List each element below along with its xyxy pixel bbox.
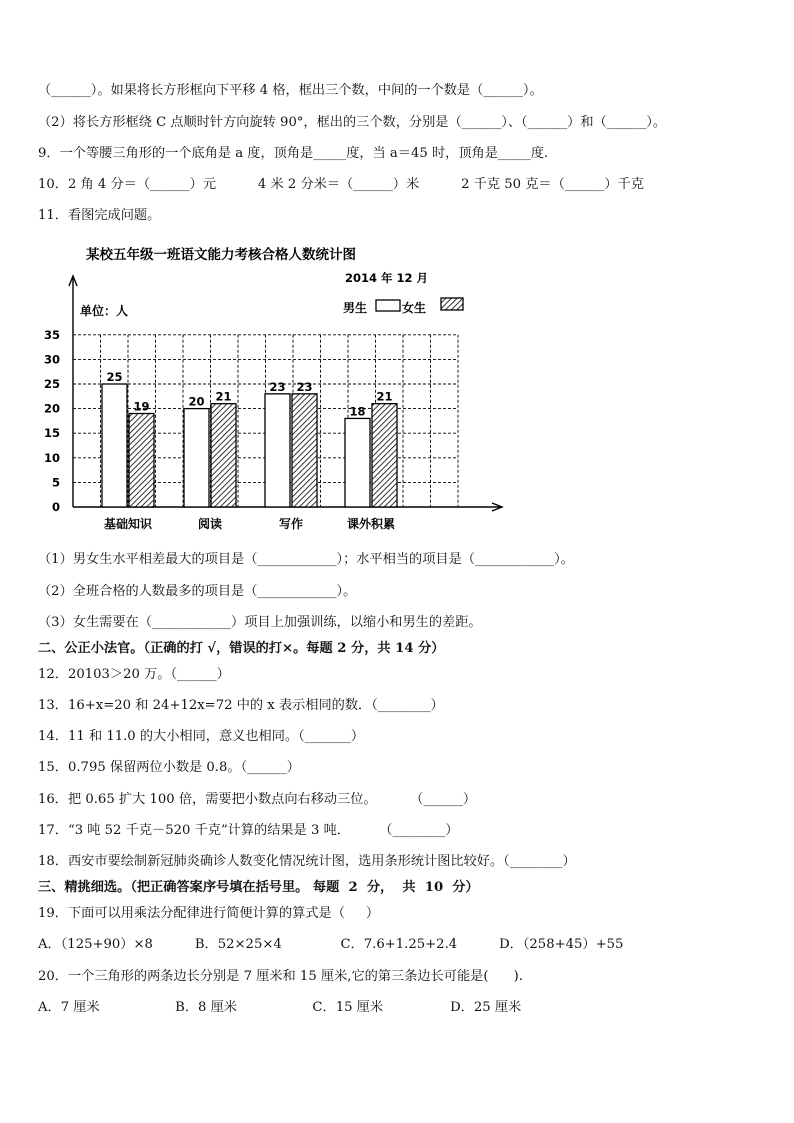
x-category-label: 阅读 [197, 517, 223, 531]
data-label: 25 [106, 370, 123, 384]
bar-male-1 [184, 409, 209, 507]
data-label: 23 [269, 379, 286, 394]
y-tick-label: 15 [43, 426, 60, 441]
chart-question-2: （2）全班合格的人数最多的项目是（____________）。 [38, 584, 357, 599]
question-11: 11．看图完成问题。 [38, 208, 161, 223]
data-label: 19 [133, 399, 150, 414]
y-tick-label: 10 [43, 450, 60, 465]
bar-male-3 [345, 418, 370, 507]
legend-label-female: 女生 [402, 301, 427, 315]
chart-unit-label: 单位：人 [80, 304, 129, 318]
bar-male-0 [102, 384, 127, 507]
chart-subtitle: 2014 年 12 月 [345, 271, 429, 285]
bar-female-1 [211, 404, 236, 507]
data-label: 21 [376, 389, 393, 404]
y-tick-label: 35 [43, 327, 60, 342]
legend-swatch-male [376, 300, 400, 311]
section-2-heading: 二、公正小法官。（正确的打 √，错误的打×。每题 2 分，共 14 分） [38, 641, 445, 656]
x-category-label: 写作 [278, 517, 304, 531]
legend-label-male: 男生 [343, 301, 368, 315]
section-3-heading: 三、精挑细选。（把正确答案序号填在括号里。 每题 2 分， 共 10 分） [38, 880, 479, 895]
bar-male-2 [265, 394, 290, 507]
question-14: 14．11 和 11.0 的大小相同，意义也相同。（_______） [38, 729, 365, 744]
question-13: 13．16+x=20 和 24+12x=72 中的 x 表示相同的数．（________） [38, 698, 444, 713]
question-20: 20．一个三角形的两条边长分别是 7 厘米和 15 厘米,它的第三条边长可能是( ). [38, 969, 523, 984]
data-label: 20 [188, 394, 205, 409]
question-17: 17．“3 吨 52 千克－520 千克”计算的结果是 3 吨． （________） [38, 823, 459, 838]
bar-female-3 [372, 404, 397, 507]
legend-swatch-female [441, 298, 463, 310]
question-15: 15．0.795 保留两位小数是 0.8。（______） [38, 760, 300, 775]
bar-female-2 [292, 394, 317, 507]
y-tick-label: 20 [43, 401, 60, 416]
chart-title: 某校五年级一班语文能力考核合格人数统计图 [86, 247, 356, 263]
x-category-label: 基础知识 [103, 517, 153, 531]
question-9: 9．一个等腰三角形的一个底角是 a 度，顶角是_____度，当 a＝45 时，顶角是_____度. [38, 146, 549, 161]
chart-question-3: （3）女生需要在（____________）项目上加强训练，以缩小和男生的差距。 [38, 615, 482, 630]
data-label: 21 [215, 389, 232, 404]
question-19-options: A．（125+90）×8 B．52×25×4 C．7.6+1.25+2.4 D．（258+45）+55 [38, 937, 624, 952]
question-10: 10．2 角 4 分＝（______）元 4 米 2 分米＝（______）米 2 千克 50 克＝（______）千克 [38, 177, 644, 192]
question-18: 18．西安市要绘制新冠肺炎确诊人数变化情况统计图，选用条形统计图比较好。（________） [38, 854, 576, 869]
bar-chart [0, 240, 794, 540]
y-tick-label: 5 [51, 475, 60, 490]
x-category-label: 课外积累 [346, 517, 396, 531]
chart-legend [343, 298, 463, 315]
question-19: 19．下面可以用乘法分配律进行简便计算的算式是（ ） [38, 906, 380, 921]
data-label: 18 [349, 404, 366, 419]
data-label: 23 [296, 379, 313, 394]
y-tick-label: 30 [43, 352, 60, 367]
question-line-cont: （______）。如果将长方形框向下平移 4 格，框出三个数，中间的一个数是（______）。 [38, 83, 543, 98]
y-tick-label: 0 [51, 500, 60, 514]
question-16: 16．把 0.65 扩大 100 倍，需要把小数点向右移动三位。 （______） [38, 792, 477, 807]
chart-question-1: （1）男女生水平相差最大的项目是（____________）；水平相当的项目是（____________）。 [38, 552, 574, 567]
question-12: 12．20103＞20 万。（______） [38, 667, 230, 682]
bar-female-0 [129, 414, 154, 507]
question-20-options: A．7 厘米 B．8 厘米 C．15 厘米 D．25 厘米 [38, 1000, 522, 1015]
question-line-rotate: （2）将长方形框绕 C 点顺时针方向旋转 90°，框出的三个数，分别是（______）、（______）和（______）。 [38, 115, 667, 130]
y-tick-label: 25 [43, 377, 60, 391]
